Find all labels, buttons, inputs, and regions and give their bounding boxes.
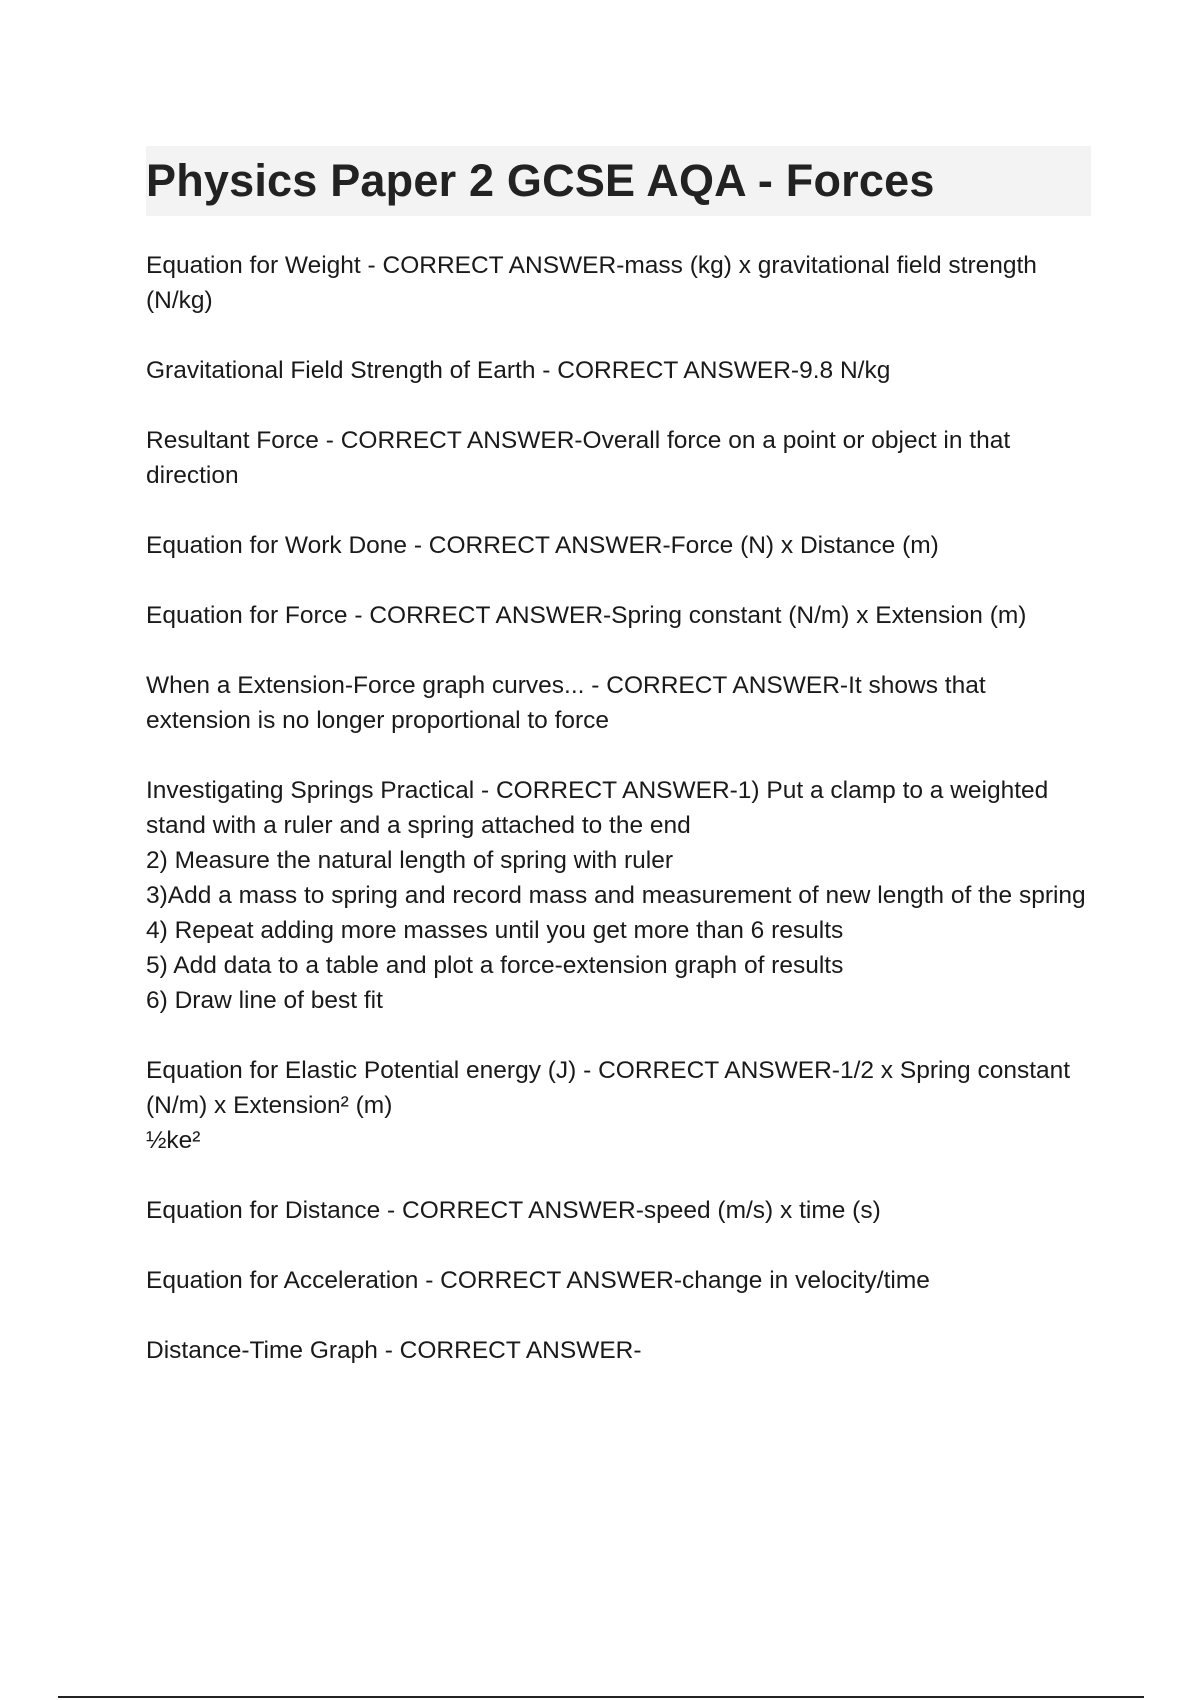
qa-item-gravitational-field-strength: [146, 353, 1091, 388]
qa-text: When a Extension-Force graph curves... - CORRECT ANSWER-It shows that extension is no longer proportional to force: [146, 672, 986, 734]
qa-item-distance-time-graph: [146, 1333, 1091, 1368]
qa-list: [146, 248, 1091, 1368]
footer-divider: [58, 1696, 1144, 1698]
qa-item-distance: [146, 1193, 1091, 1228]
qa-step: 3)Add a mass to spring and record mass and measurement of new length of the spring: [146, 882, 1086, 909]
qa-item-acceleration: [146, 1263, 1091, 1298]
qa-step: 6) Draw line of best fit: [146, 987, 383, 1014]
qa-text: Equation for Work Done - CORRECT ANSWER-Force (N) x Distance (m): [146, 532, 939, 559]
title-bar: [146, 146, 1091, 216]
qa-item-force: [146, 598, 1091, 633]
qa-text: Equation for Force - CORRECT ANSWER-Spring constant (N/m) x Extension (m): [146, 602, 1027, 629]
qa-item-resultant-force: [146, 423, 1091, 493]
qa-text: Equation for Acceleration - CORRECT ANSWER-change in velocity/time: [146, 1267, 930, 1294]
qa-item-work-done: [146, 528, 1091, 563]
qa-text: Equation for Distance - CORRECT ANSWER-speed (m/s) x time (s): [146, 1197, 881, 1224]
qa-step: 2) Measure the natural length of spring with ruler: [146, 847, 674, 874]
qa-text: Gravitational Field Strength of Earth - CORRECT ANSWER-9.8 N/kg: [146, 357, 891, 384]
qa-text: Equation for Weight - CORRECT ANSWER-mass (kg) x gravitational field strength (N/kg): [146, 252, 1037, 314]
qa-text: Investigating Springs Practical - CORRECT ANSWER-1) Put a clamp to a weighted stand with a ruler and a spring attached to the end: [146, 777, 1049, 839]
qa-step: 5) Add data to a table and plot a force-extension graph of results: [146, 952, 844, 979]
document-page: [146, 146, 1091, 1403]
qa-item-weight: [146, 248, 1091, 318]
qa-step: 4) Repeat adding more masses until you get more than 6 results: [146, 917, 844, 944]
qa-text: Equation for Elastic Potential energy (J) - CORRECT ANSWER-1/2 x Spring constant (N/m) x Extension² (m): [146, 1057, 1071, 1119]
qa-item-springs-practical: [146, 773, 1091, 1018]
qa-text: Distance-Time Graph - CORRECT ANSWER-: [146, 1337, 642, 1364]
qa-text: Resultant Force - CORRECT ANSWER-Overall force on a point or object in that direction: [146, 427, 1011, 489]
qa-item-elastic-potential-energy: [146, 1053, 1091, 1158]
page-title: Physics Paper 2 GCSE AQA - Forces: [146, 155, 935, 206]
qa-item-extension-force-graph: [146, 668, 1091, 738]
qa-formula: ½ke²: [146, 1127, 201, 1154]
